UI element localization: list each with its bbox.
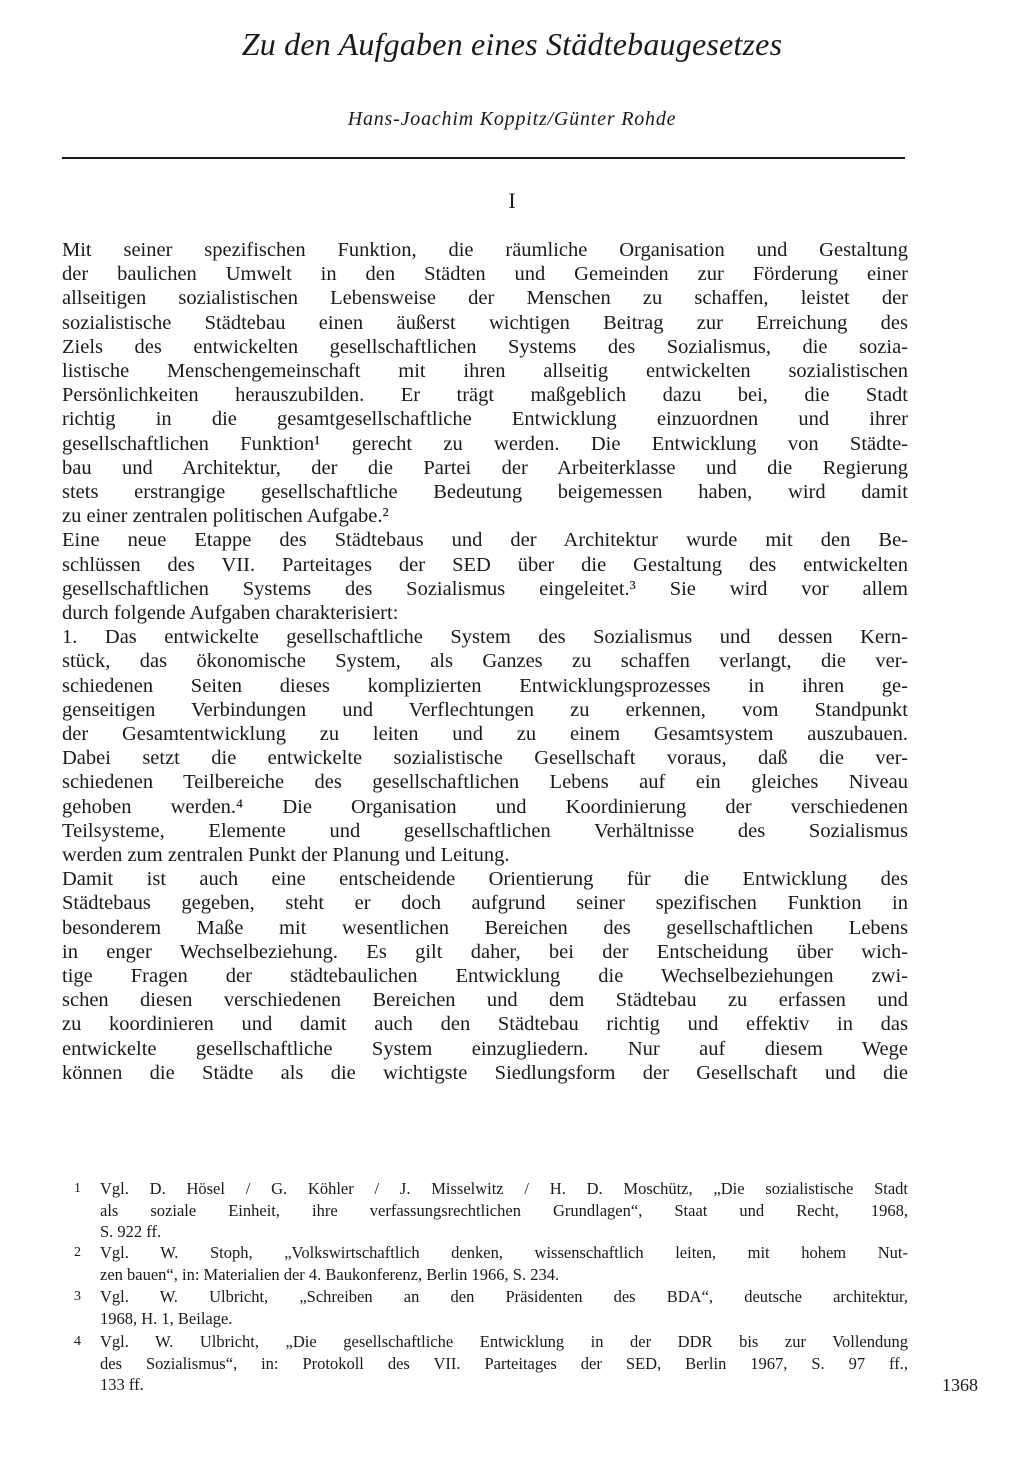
body-line: zu einer zentralen politischen Aufgabe.² <box>62 505 389 528</box>
body-line: der baulichen Umwelt in den Städten und Gemeinden zur Förderung einer <box>62 263 908 286</box>
body-line: werden zum zentralen Punkt der Planung und Leitung. <box>62 844 510 866</box>
footnote-line: S. 922 ff. <box>100 1222 162 1241</box>
body-line: gesellschaftlichen Funktion¹ gerecht zu werden. Die Entwicklung von Städte- <box>62 432 908 455</box>
body-line: schiedenen Teilbereiche des gesellschaftlichen Lebens auf ein gleiches Niveau <box>62 771 908 794</box>
body-line: der Gesamtentwicklung zu leiten und zu einem Gesamtsystem auszubauen. <box>62 723 908 745</box>
body-line: Eine neue Etappe des Städtebaus und der Architektur wurde mit den Be- <box>62 529 908 552</box>
body-line: listische Menschengemeinschaft mit ihren allseitig entwickelten sozialistischen <box>62 360 908 382</box>
body-line: tige Fragen der städtebaulichen Entwicklung die Wechselbeziehungen zwi- <box>62 965 908 987</box>
article-authors: Hans-Joachim Koppitz/Günter Rohde <box>347 108 677 130</box>
footnote-line: des Sozialismus“, in: Protokoll des VII. Parteitages der SED, Berlin 1967, S. 97 ff., <box>100 1353 908 1373</box>
body-line: 1. Das entwickelte gesellschaftliche System des Sozialismus und dessen Kern- <box>62 626 908 649</box>
body-line: gesellschaftlichen Systems des Sozialismus eingeleitet.³ Sie wird vor allem <box>62 577 908 600</box>
footnote-line: Vgl. D. Hösel / G. Köhler / J. Misselwitz / H. D. Moschütz, „Die sozialistische Stadt <box>100 1179 908 1198</box>
title-divider <box>62 157 905 159</box>
body-line: schiedenen Seiten dieses komplizierten Entwicklungsprozesses in ihren ge- <box>62 674 908 697</box>
body-line: Mit seiner spezifischen Funktion, die räumliche Organisation und Gestaltung <box>62 239 908 261</box>
footnote-line: Vgl. W. Ulbricht, „Schreiben an den Präsidenten des BDA“, deutsche architektur, <box>100 1287 908 1306</box>
body-line: Dabei setzt die entwickelte sozialistische Gesellschaft voraus, daß die ver- <box>62 747 908 770</box>
body-line: durch folgende Aufgaben charakterisiert: <box>62 602 399 624</box>
body-line: können die Städte als die wichtigste Siedlungsform der Gesellschaft und die <box>62 1061 908 1084</box>
body-line: Städtebaus gegeben, steht er doch aufgrund seiner spezifischen Funktion in <box>62 892 908 915</box>
body-line: stück, das ökonomische System, als Ganzes zu schaffen verlangt, die ver- <box>62 650 908 673</box>
body-line: richtig in die gesamtgesellschaftliche Entwicklung einzuordnen und ihrer <box>62 408 908 431</box>
section-number: I <box>508 188 516 213</box>
body-line: Persönlichkeiten herauszubilden. Er trägt maßgeblich dazu bei, die Stadt <box>62 384 908 407</box>
footnote-number: 3 <box>74 1289 81 1304</box>
page-number: 1368 <box>942 1375 978 1395</box>
body-line: schlüssen des VII. Parteitages der SED über die Gestaltung des entwickelten <box>62 553 908 576</box>
footnote-line: als soziale Einheit, ihre verfassungsrechtlichen Grundlagen“, Staat und Recht, 1968, <box>100 1200 908 1220</box>
body-line: schen diesen verschiedenen Bereichen und dem Städtebau zu erfassen und <box>62 989 908 1012</box>
body-line: in enger Wechselbeziehung. Es gilt daher, bei der Entscheidung über wich- <box>62 940 908 963</box>
footnote-number: 2 <box>74 1245 81 1260</box>
body-line: Teilsysteme, Elemente und gesellschaftlichen Verhältnisse des Sozialismus <box>62 819 908 842</box>
footnote-line: 1968, H. 1, Beilage. <box>100 1308 233 1328</box>
article-title: Zu den Aufgaben eines Städtebaugesetzes <box>241 26 783 62</box>
footnote-line: Vgl. W. Stoph, „Volkswirtschaftlich denken, wissenschaftlich leiten, mit hohem Nut- <box>100 1243 908 1262</box>
body-line: bau und Architektur, der die Partei der Arbeiterklasse und die Regierung <box>62 456 908 479</box>
footnote-number: 4 <box>74 1334 81 1349</box>
body-line: gehoben werden.⁴ Die Organisation und Koordinierung der verschiedenen <box>62 795 908 818</box>
body-line: zu koordinieren und damit auch den Städtebau richtig und effektiv in das <box>62 1013 908 1036</box>
footnote-line: 133 ff. <box>100 1375 144 1394</box>
body-line: stets erstrangige gesellschaftliche Bedeutung beigemessen haben, wird damit <box>62 481 908 503</box>
body-line: genseitigen Verbindungen und Verflechtungen zu erkennen, vom Standpunkt <box>62 698 908 721</box>
body-line: entwickelte gesellschaftliche System einzugliedern. Nur auf diesem Wege <box>62 1037 908 1060</box>
body-line: allseitigen sozialistischen Lebensweise der Menschen zu schaffen, leistet der <box>62 287 908 310</box>
footnote-line: zen bauen“, in: Materialien der 4. Baukonferenz, Berlin 1966, S. 234. <box>100 1264 560 1284</box>
footnote-number: 1 <box>74 1181 81 1196</box>
body-line: sozialistische Städtebau einen äußerst wichtigen Beitrag zur Erreichung des <box>62 311 908 334</box>
footnote-line: Vgl. W. Ulbricht, „Die gesellschaftliche Entwicklung in der DDR bis zur Vollendung <box>100 1332 908 1351</box>
body-line: besonderem Maße mit wesentlichen Bereichen des gesellschaftlichen Lebens <box>62 916 908 939</box>
body-line: Ziels des entwickelten gesellschaftlichen Systems des Sozialismus, die sozia- <box>62 335 908 358</box>
body-line: Damit ist auch eine entscheidende Orientierung für die Entwicklung des <box>62 868 908 891</box>
